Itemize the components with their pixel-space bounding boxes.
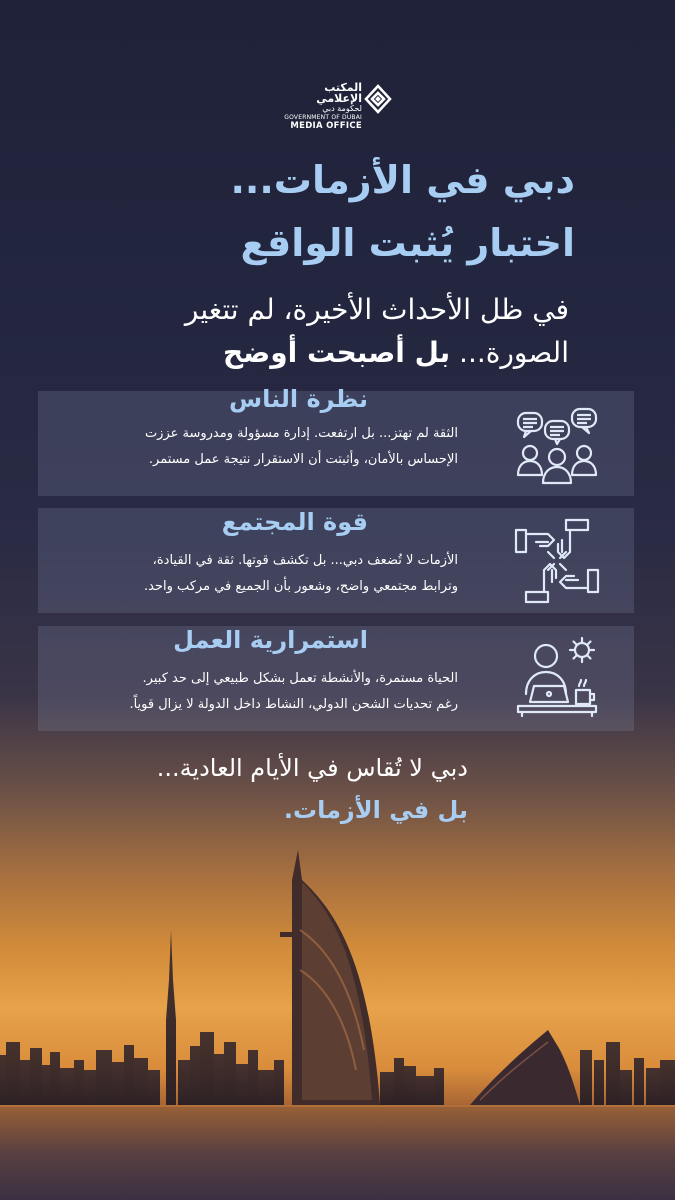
joined-hands-icon [512, 516, 602, 606]
card-body [48, 548, 458, 600]
card-business-continuity [38, 626, 634, 731]
dubai-skyline-illustration [0, 820, 675, 1200]
card-body-line1: الأزمات لا تُضعف دبي... بل تكشف قوتها. ثقة في القيادة، [152, 553, 458, 568]
card-body [48, 666, 458, 718]
subtitle-line1: في ظل الأحداث الأخيرة، لم تتغير [184, 293, 569, 326]
subtitle-line2-bold: بل أصبحت أوضح [222, 336, 451, 369]
logo-english-line2: MEDIA OFFICE [290, 121, 362, 131]
logo-english-line1: GOVERNMENT OF DUBAI [284, 114, 362, 121]
person-laptop-gear-icon [512, 634, 602, 724]
card-body-line2: رغم تحديات الشحن الدولي، النشاط داخل الدولة لا يزال قوياً. [129, 697, 458, 712]
subtitle-line2 [29, 333, 569, 374]
card-community-strength [38, 508, 634, 613]
media-office-logo [282, 80, 392, 131]
logo-text [282, 82, 362, 131]
closing-line2: بل في الأزمات. [283, 796, 468, 824]
card-body-line2: الإحساس بالأمان، وأثبتت أن الاستقرار نتيجة عمل مستمر. [148, 452, 458, 467]
subtitle-line2-plain: الصورة... [450, 336, 569, 369]
card-body-line1: الثقة لم تهتز... بل ارتفعت. إدارة مسؤولة ومدروسة عززت [144, 426, 458, 441]
closing-line1: دبي لا تُقاس في الأيام العادية... [156, 754, 468, 782]
diamond-logo-icon [364, 84, 392, 114]
logo-arabic-sub: لحكومة دبي [322, 104, 362, 113]
people-chat-icon [512, 399, 602, 489]
card-title: استمرارية العمل [173, 626, 368, 654]
card-body-line2: وترابط مجتمعي واضح، وشعور بأن الجميع في مركب واحد. [143, 579, 458, 594]
card-public-perception [38, 385, 634, 496]
card-title: نظرة الناس [228, 385, 368, 413]
page-title-line1: دبي في الأزمات... [230, 158, 575, 202]
logo-arabic-name: المكتب الإعلامي [316, 81, 362, 105]
card-title: قوة المجتمع [221, 508, 368, 536]
card-body-line1: الحياة مستمرة، والأنشطة تعمل بشكل طبيعي إلى حد كبير. [142, 671, 458, 686]
card-body [48, 421, 458, 473]
page-title-line2: اختبار يُثبت الواقع [240, 221, 575, 265]
